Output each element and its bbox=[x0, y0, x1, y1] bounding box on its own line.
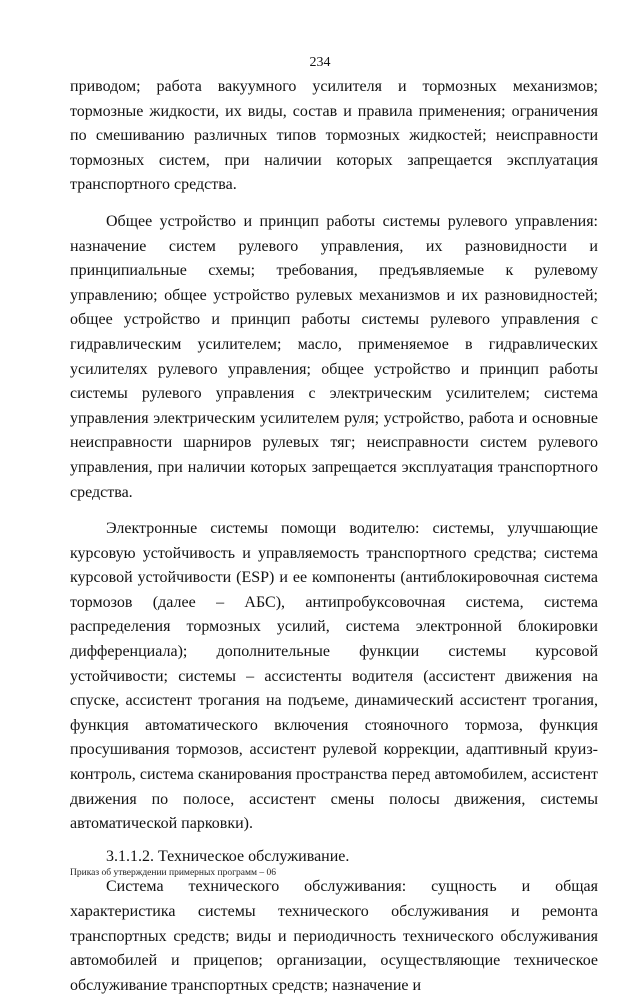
paragraph-brakes-continuation: приводом; работа вакуумного усилителя и тормозных механизмов; тормозные жидкости, их виды, состав и правила применения; ограничения по смешиванию различных типов тормозных жидкостей; неисправности тормозных систем, при наличии которых запрещается эксплуатация транспортного средства. bbox=[70, 78, 598, 194]
paragraph-maintenance-system: Система технического обслуживания: сущность и общая характеристика системы технического обслуживания и ремонта транспортных средств; виды и периодичность технического обслуживания автомобилей и прицепов; организации, осуществляющие техническое обслуживание транспортных средств; назначение и bbox=[70, 878, 598, 994]
section-heading-maintenance: 3.1.1.2. Техническое обслуживание. bbox=[106, 847, 350, 865]
footer-note: Приказ об утверждении примерных программ – 06 bbox=[70, 868, 276, 878]
paragraph-driver-assistance: Электронные системы помощи водителю: системы, улучшающие курсовую устойчивость и управляемость транспортного средства; система курсовой устойчивости (ESP) и ее компоненты (антиблокировочная система тормозов (далее – АБС), антипробуксовочная система, система распределения тормозных усилий, система электронной блокировки дифференциала); дополнительные функции системы курсовой устойчивости; системы – ассистенты водителя (ассистент движения на спуске, ассистент трогания на подъеме, динамический ассистент трогания, функция автоматического включения стояночного тормоза, функция просушивания тормозов, ассистент рулевой коррекции, адаптивный круиз-контроль, система сканирования пространства перед автомобилем, ассистент движения по полосе, ассистент смены полосы движения, системы автоматической парковки). bbox=[70, 520, 598, 833]
body-text bbox=[70, 75, 598, 998]
paragraph-steering-system: Общее устройство и принцип работы системы рулевого управления: назначение систем рулевого управления, их разновидности и принципиальные схемы; требования, предъявляемые к рулевому управлению; общее устройство рулевых механизмов и их разновидностей; общее устройство и принцип работы системы рулевого управления с гидравлическим усилителем; масло, применяемое в гидравлических усилителях рулевого управления; общее устройство и принцип работы системы рулевого управления с электрическим усилителем; система управления электрическим усилителем руля; устройство, работа и основные неисправности шарниров рулевых тяг; неисправности систем рулевого управления, при наличии которых запрещается эксплуатация транспортного средства. bbox=[70, 212, 598, 501]
page-number: 234 bbox=[309, 55, 331, 70]
